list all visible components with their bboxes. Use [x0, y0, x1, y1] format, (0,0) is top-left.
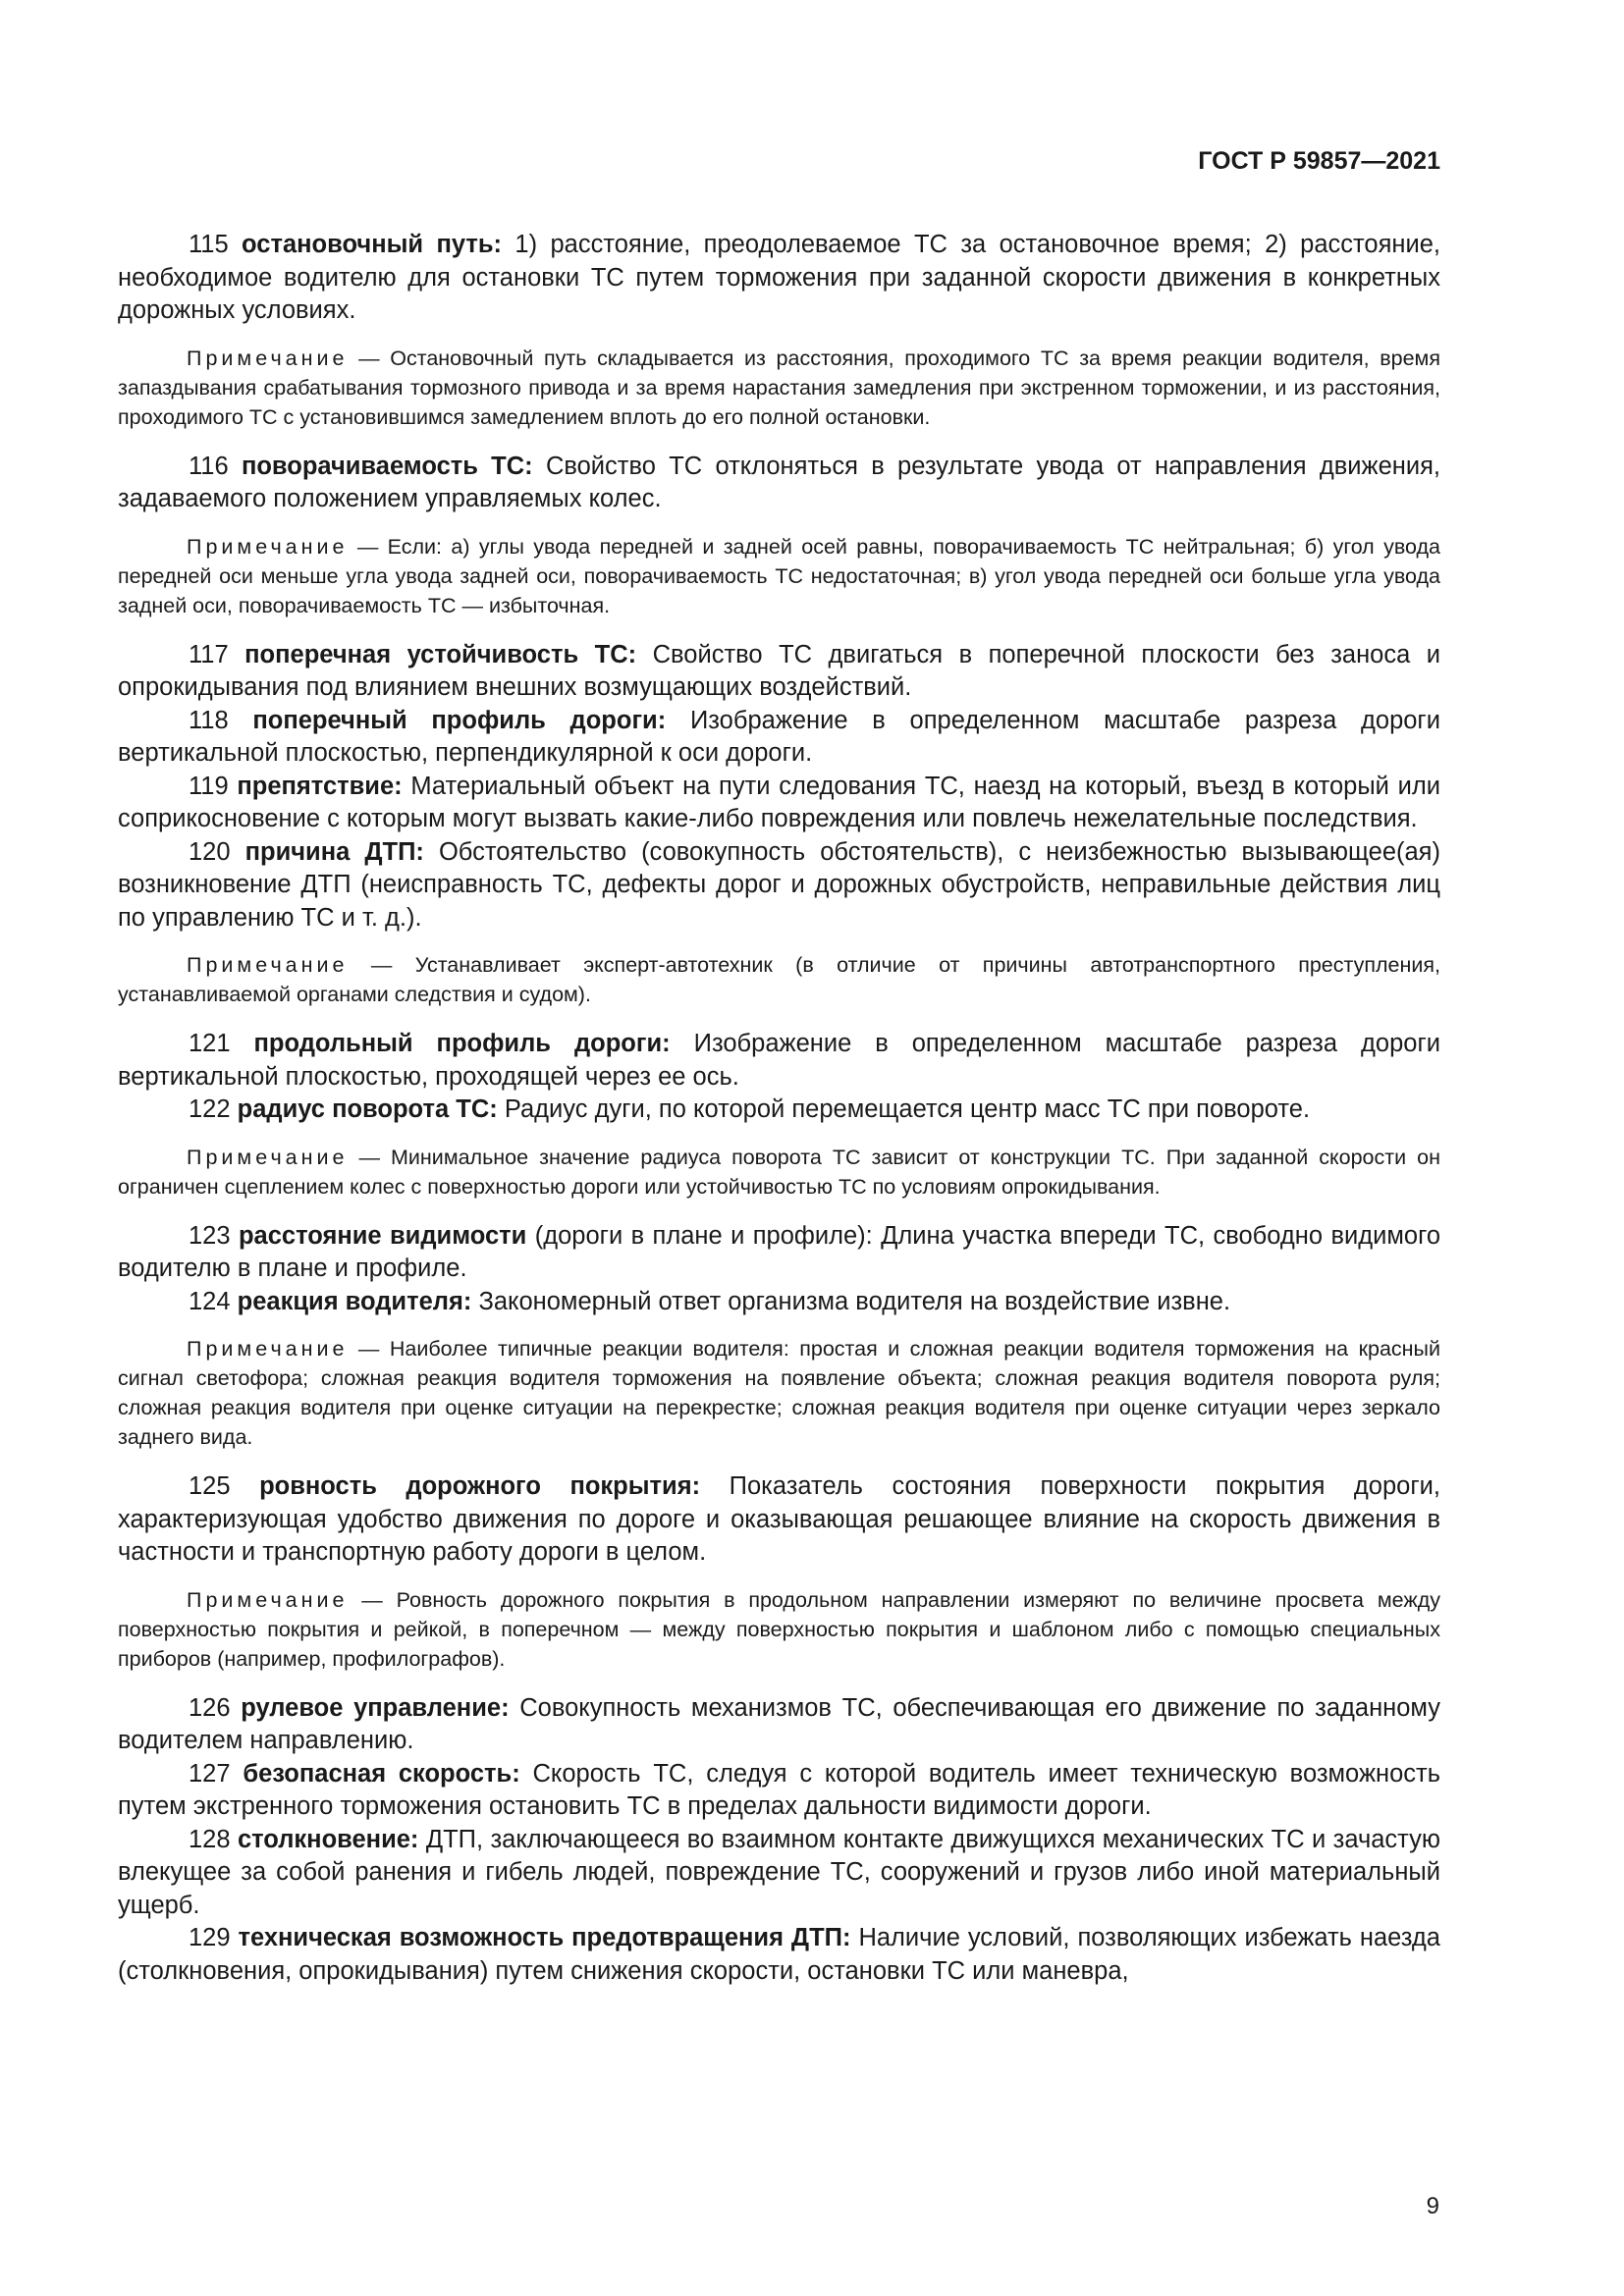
term-name: продольный профиль дороги:: [253, 1030, 671, 1057]
term-name: техническая возможность предотвращения ДТП:: [238, 1924, 851, 1951]
term-entry: [118, 1286, 1440, 1319]
term-definition: Свойство ТС отклоняться в результате увода от направления движения, задаваемого положением управляемых колес.: [118, 452, 1440, 512]
term-entry: [118, 1922, 1440, 1988]
term-name: поперечная устойчивость ТС:: [244, 640, 637, 668]
term-entry: [118, 836, 1440, 935]
term-number: 118: [189, 706, 229, 734]
term-entry: [118, 1470, 1440, 1570]
term-definition: Изображение в определенном масштабе разреза дороги вертикальной плоскостью, перпендикулярной к оси дороги.: [118, 706, 1440, 767]
note-entry: [118, 344, 1440, 432]
page-number: 9: [1426, 2193, 1439, 2219]
note-label: Примечание: [187, 346, 349, 370]
term-entry: [118, 1028, 1440, 1094]
term-entry: [118, 229, 1440, 328]
term-definition: Скорость ТС, следуя с которой водитель имеет техническую возможность путем экстренного торможения остановить ТС в пределах дальности видимости дороги.: [118, 1759, 1440, 1820]
note-text: — Ровность дорожного покрытия в продольном направлении измеряют по величине просвета между поверхностью покрытия и рейкой, в поперечном — между поверхностью покрытия и шаблоном либо с помощью специальных приборов (например, профилографов).: [118, 1587, 1440, 1671]
note-text: — Если: а) углы увода передней и задней осей равны, поворачиваемость ТС нейтральная; б) угол увода передней оси меньше угла увода задней оси, поворачиваемость ТС недостаточная; в) угол увода передней оси больше угла увода задней оси, поворачиваемость ТС — избыточная.: [118, 534, 1440, 617]
term-number: 127: [189, 1759, 231, 1788]
term-name: рулевое управление:: [241, 1693, 510, 1722]
term-name: ровность дорожного покрытия:: [259, 1472, 701, 1500]
note-label: Примечание: [187, 534, 349, 559]
term-definition: Свойство ТС двигаться в поперечной плоскости без заноса и опрокидывания под влиянием внешних возмущающих воздействий.: [118, 640, 1441, 701]
term-definition: 1) расстояние, преодолеваемое ТС за остановочное время; 2) расстояние, необходимое водителю для остановки ТС путем торможения при заданной скорости движения в конкретных дорожных условиях.: [118, 231, 1440, 324]
term-entry: [118, 705, 1440, 771]
term-name: причина ДТП:: [244, 837, 424, 866]
note-entry: [118, 1334, 1440, 1452]
term-number: 126: [189, 1693, 231, 1722]
term-definition: Материальный объект на пути следования ТС, наезд на который, въезд в который или соприкосновение с которым могут вызвать какие-либо повреждения или повлечь нежелательные последствия.: [118, 772, 1440, 832]
term-entry: [118, 639, 1440, 705]
note-text: — Наиболее типичные реакции водителя: простая и сложная реакции водителя торможения на красный сигнал светофора; сложная реакция водителя торможения на появление объекта; сложная реакция водителя поворота руля; сложная реакция водителя при оценке ситуации на перекрестке; сложная реакция водителя при оценке ситуации через зеркало заднего вида.: [118, 1337, 1440, 1449]
note-label: Примечание: [187, 953, 349, 977]
term-definition: ДТП, заключающееся во взаимном контакте движущихся механических ТС и зачастую влекущее за собой ранения и гибель людей, повреждение ТС, сооружений и грузов либо иной материальный ущерб.: [118, 1825, 1441, 1919]
term-number: 123: [189, 1221, 231, 1250]
note-label: Примечание: [187, 1145, 349, 1169]
term-name: расстояние видимости: [238, 1221, 527, 1250]
term-number: 115: [189, 231, 229, 258]
term-definition: Радиус дуги, по которой перемещается центр масс ТС при повороте.: [504, 1095, 1311, 1123]
note-entry: [118, 1585, 1440, 1674]
term-number: 125: [189, 1472, 231, 1500]
term-definition: (дороги в плане и профиле): Длина участка впереди ТС, свободно видимого водителю в плане и профиле.: [118, 1221, 1440, 1282]
terms-body: [118, 229, 1440, 1988]
note-label: Примечание: [187, 1587, 349, 1612]
term-entry: [118, 771, 1440, 836]
note-text: — Минимальное значение радиуса поворота ТС зависит от конструкции ТС. При заданной скорости он ограничен сцеплением колес с поверхностью дороги или устойчивостью ТС по условиям опрокидывания.: [118, 1145, 1440, 1199]
term-name: поперечный профиль дороги:: [252, 706, 667, 734]
term-definition: Обстоятельство (совокупность обстоятельств), с неизбежностью вызывающее(ая) возникновение ДТП (неисправность ТС, дефекты дорог и дорожных обустройств, неправильные действия лиц по управлению ТС и т. д.).: [118, 837, 1440, 932]
term-number: 129: [189, 1924, 231, 1951]
note-text: — Устанавливает эксперт-автотехник (в отличие от причины автотранспортного преступления, устанавливаемой органами следствия и судом).: [118, 953, 1440, 1006]
term-entry: [118, 1094, 1440, 1127]
term-number: 121: [189, 1030, 231, 1057]
term-number: 128: [189, 1825, 231, 1853]
term-name: остановочный путь:: [242, 231, 502, 258]
note-entry: [118, 1143, 1440, 1201]
term-definition: Закономерный ответ организма водителя на воздействие извне.: [478, 1287, 1231, 1315]
term-name: поворачиваемость ТС:: [241, 452, 533, 480]
note-entry: [118, 950, 1440, 1009]
term-name: безопасная скорость:: [243, 1759, 520, 1788]
term-number: 117: [189, 640, 229, 668]
term-definition: Наличие условий, позволяющих избежать наезда (столкновения, опрокидывания) путем снижения скорости, остановки ТС или маневра,: [118, 1924, 1440, 1985]
term-number: 119: [189, 772, 229, 800]
term-name: реакция водителя:: [237, 1287, 472, 1315]
note-entry: [118, 532, 1440, 620]
term-number: 120: [189, 837, 231, 866]
term-number: 116: [189, 452, 229, 480]
term-name: столкновение:: [237, 1825, 419, 1853]
term-name: препятствие:: [237, 772, 403, 800]
term-entry: [118, 1758, 1440, 1824]
term-definition: Изображение в определенном масштабе разреза дороги вертикальной плоскостью, проходящей через ее ось.: [118, 1030, 1440, 1091]
term-name: радиус поворота ТС:: [237, 1095, 498, 1123]
term-definition: Показатель состояния поверхности покрытия дороги, характеризующая удобство движения по дороге и оказывающая решающее влияние на скорость движения в частности и транспортную работу дороги в целом.: [118, 1472, 1440, 1566]
term-entry: [118, 451, 1440, 516]
note-label: Примечание: [187, 1337, 349, 1361]
term-definition: Совокупность механизмов ТС, обеспечивающая его движение по заданному водителем направлению.: [118, 1693, 1440, 1754]
term-entry: [118, 1220, 1440, 1286]
term-entry: [118, 1824, 1440, 1923]
document-id: ГОСТ Р 59857—2021: [1198, 147, 1440, 175]
term-entry: [118, 1692, 1440, 1758]
term-number: 124: [189, 1287, 231, 1315]
note-text: — Остановочный путь складывается из расстояния, проходимого ТС за время реакции водителя, время запаздывания срабатывания тормозного привода и за время нарастания замедления при экстренном торможении, и из расстояния, проходимого ТС с установившимся замедлением вплоть до его полной остановки.: [118, 346, 1440, 429]
term-number: 122: [189, 1095, 231, 1123]
